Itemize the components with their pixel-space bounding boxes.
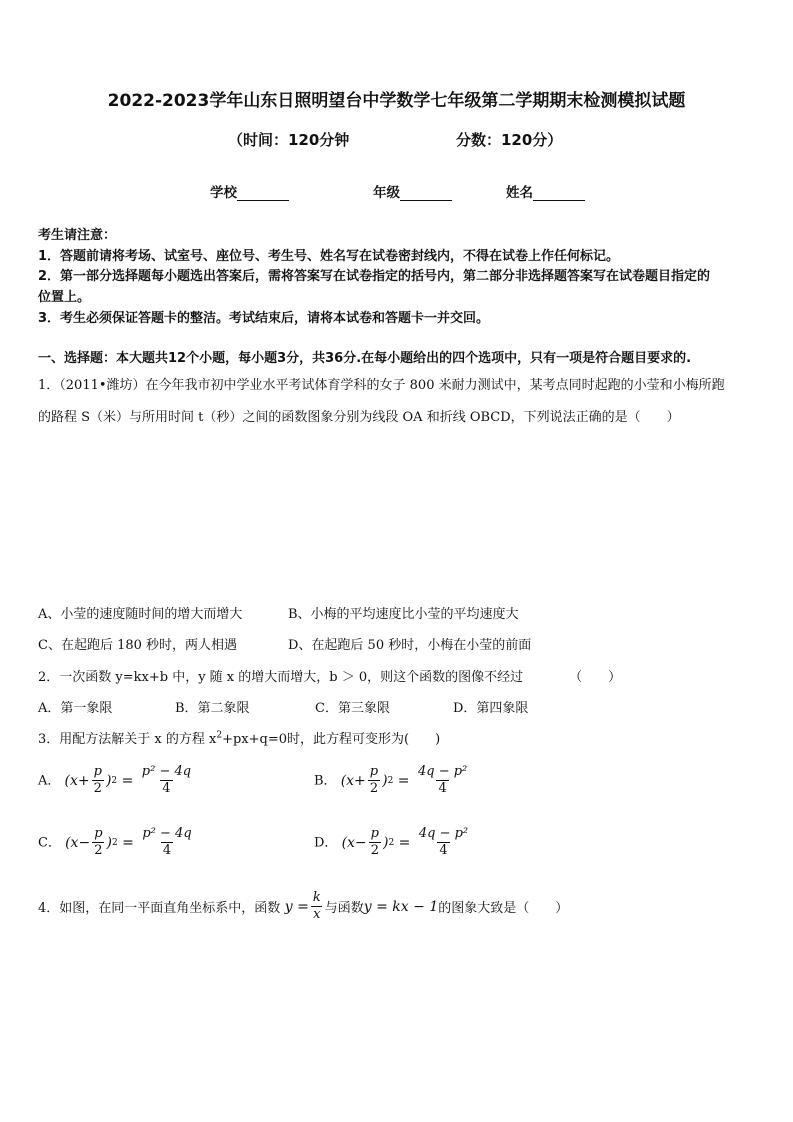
q1-option-b: B、小梅的平均速度比小莹的平均速度大 xyxy=(288,607,519,622)
q1-line1: 1．（2011•潍坊）在今年我市初中学业水平考试体育学科的女子 800 米耐力测试中，某考点同时起跑的小莹和小梅所跑 xyxy=(38,378,725,393)
section-heading: 一、选择题：本大题共12个小题，每小题3分，共36分.在每小题给出的四个选项中，只有一项是符合题目要求的. xyxy=(38,351,692,366)
notice-item-3: 3．考生必须保证答题卡的整洁。考试结束后，请将本试卷和答题卡一并交回。 xyxy=(38,311,490,326)
q3-option-c: C． (x− $\frac{p}{2}$ ) 2 = $\frac{\text{p² − 4q}}{4}$ xyxy=(38,826,192,858)
q2-answer-paren: （ ） xyxy=(569,670,622,685)
q3-option-b: B． (x+ $\frac{p}{2}$ ) 2 = $\frac{\text{4q − p²}}{4}$ xyxy=(314,764,468,796)
school-blank xyxy=(237,186,289,201)
q3-option-a: A． (x+ $\frac{p}{2}$ ) 2 = $\frac{\text{p² − 4q}}{4}$ xyxy=(38,764,192,796)
q3-option-d: D． (x− $\frac{p}{2}$ ) 2 = $\frac{\text{4q − p²}}{4}$ xyxy=(314,826,469,858)
grade-field: 年级 xyxy=(373,181,452,201)
q2-option-a: A．第一象限 xyxy=(38,701,113,716)
q2-option-b: B．第二象限 xyxy=(175,701,250,716)
notice-item-2: 2．第一部分选择题每小题选出答案后，需将答案写在试卷指定的括号内，第二部分非选择题答案写在试卷题目指定的 xyxy=(38,269,711,284)
q3-stem: 3．用配方法解关于 x 的方程 $x^2+px+q=0$时，此方程可变形为( ) xyxy=(38,730,441,747)
exam-time: （时间：120分钟 xyxy=(228,131,350,149)
notice-item-1: 1．答题前请将考场、试室号、座位号、考生号、姓名写在试卷密封线内，不得在试卷上作任何标记。 xyxy=(38,249,620,264)
q1-option-c: C、在起跑后 180 秒时，两人相遇 xyxy=(38,638,238,653)
school-field: 学校 xyxy=(210,181,289,201)
page-title: 2022-2023学年山东日照明望台中学数学七年级第二学期期末检测模拟试题 xyxy=(107,91,686,111)
q1-option-a: A、小莹的速度随时间的增大而增大 xyxy=(38,607,243,622)
name-field: 姓名 xyxy=(506,181,585,201)
q2-stem: 2．一次函数 y=kx+b 中，y 随 x 的增大而增大，b ＞ 0，则这个函数的图像不经过 （ ） xyxy=(38,670,622,685)
grade-blank xyxy=(400,186,452,201)
q2-option-d: D．第四象限 xyxy=(453,701,529,716)
q1-option-d: D、在起跑后 50 秒时，小梅在小莹的前面 xyxy=(288,638,532,653)
exam-score: 分数：120分） xyxy=(456,131,563,149)
q1-line2: 的路程 S（米）与所用时间 t（秒）之间的函数图象分别为线段 OA 和折线 OBCD，下列说法正确的是（ ） xyxy=(38,410,680,425)
q4-stem: 4．如图，在同一平面直角坐标系中，函数 y = $\frac{k}{x}$ 与函数 y = kx − 1 的图象大致是（ ） xyxy=(38,890,569,922)
notice-heading: 考生请注意： xyxy=(38,228,117,243)
name-blank xyxy=(533,186,585,201)
q2-option-c: C．第三象限 xyxy=(315,701,390,716)
notice-item-2-cont: 位置上。 xyxy=(38,290,91,305)
